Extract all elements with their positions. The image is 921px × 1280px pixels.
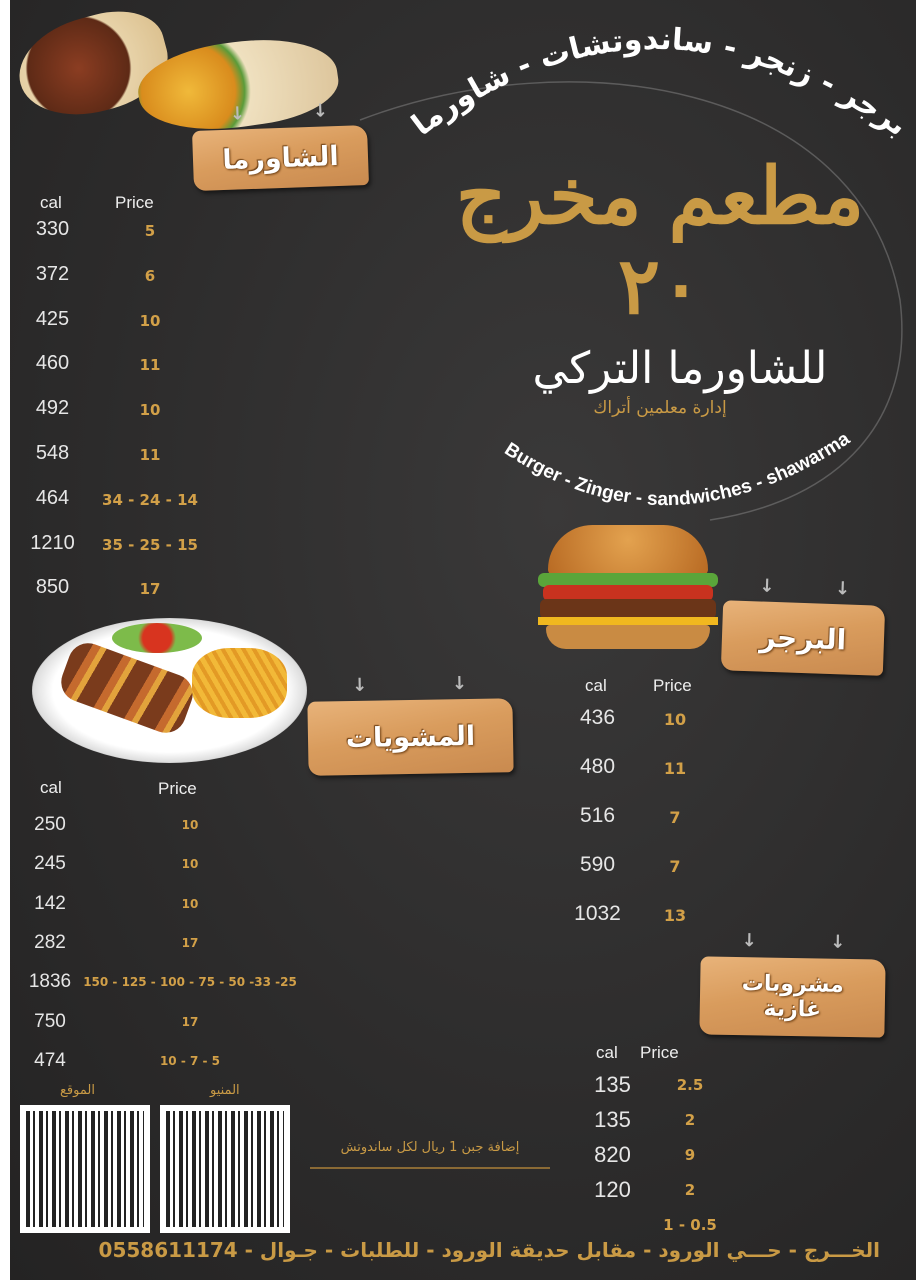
item-calories: 1836 <box>28 971 72 993</box>
item-price: 11 <box>663 759 687 778</box>
item-calories: 245 <box>34 853 66 875</box>
item-price: 34 - 24 - 14 <box>102 490 198 509</box>
item-calories: 1210 <box>30 531 75 554</box>
item-price: 11 <box>139 356 161 375</box>
item-calories: 548 <box>35 442 70 464</box>
item-calories: 120 <box>594 1177 631 1202</box>
item-calories: 282 <box>34 931 66 953</box>
item-calories: 436 <box>579 706 616 729</box>
cheese-addon-note: إضافة جبن 1 ريال لكل ساندوتش <box>310 1140 550 1169</box>
item-price: 10 <box>181 857 199 872</box>
item-calories: 750 <box>34 1010 66 1032</box>
item-calories: 1032 <box>574 902 621 925</box>
restaurant-name: مطعم مخرج ٢٠ <box>456 151 864 332</box>
grills-price-header: Price <box>158 779 197 798</box>
item-calories: 820 <box>594 1142 631 1167</box>
item-price: 11 <box>139 446 161 464</box>
item-price: 2 <box>684 1111 696 1129</box>
menu-poster <box>10 0 916 1280</box>
item-price: 9 <box>684 1146 696 1164</box>
item-calories: 250 <box>34 814 66 835</box>
drinks-price-header: Price <box>640 1043 679 1062</box>
item-calories: 464 <box>35 486 70 509</box>
grills-cal-header: cal <box>40 778 62 797</box>
menu-qr-code[interactable] <box>160 1105 290 1233</box>
shawarma-section-title: ↓ الشاورما ↓ <box>192 125 369 191</box>
footer-address-phone: الخـــرج - حـــي الورود - مقابل حديقة الورود - للطلبات - جـوال - 0558611174 <box>98 1238 880 1262</box>
item-price: 150 - 125 - 100 - 75 - 50 -33 -25 <box>83 975 297 990</box>
item-calories: 425 <box>35 307 70 330</box>
shawarma-cal-header: cal <box>40 193 62 212</box>
item-calories: 492 <box>35 397 70 420</box>
restaurant-subtitle: للشاورما التركي <box>532 343 828 394</box>
item-price: 10 - 7 - 5 <box>159 1053 221 1068</box>
item-price: 7 <box>669 808 681 827</box>
item-calories: 480 <box>579 755 616 778</box>
item-price: 6 <box>144 266 156 285</box>
location-qr-code[interactable] <box>20 1105 150 1233</box>
item-calories: 330 <box>35 218 70 240</box>
item-calories: 590 <box>579 853 616 876</box>
shawarma-price-header: Price <box>115 193 154 212</box>
item-price: 10 <box>663 710 687 729</box>
drinks-section-title: ↓ مشروبات غازية ↓ <box>699 956 885 1037</box>
item-calories: 460 <box>35 352 70 375</box>
grills-section-title: ↓ المشويات ↓ <box>307 698 513 776</box>
item-price: 10 <box>139 401 161 420</box>
drinks-cal-header: cal <box>596 1043 618 1062</box>
item-calories: 135 <box>594 1107 631 1132</box>
item-price: 2.5 <box>676 1076 704 1094</box>
arc-top-text: برجر - زنجر - ساندوتشات - شاورما <box>405 21 914 144</box>
item-price: 10 <box>139 311 161 330</box>
arc-bottom-text: Burger - Zinger - sandwiches - shawarma <box>500 428 854 511</box>
item-price: 13 <box>663 906 687 925</box>
burger-price-header: Price <box>653 676 692 695</box>
item-price: 5 <box>144 222 156 240</box>
item-price: 2 <box>684 1181 696 1199</box>
item-calories: 516 <box>579 804 616 827</box>
burger-image <box>528 525 728 655</box>
burger-section-title: ↓ البرجر ↓ <box>721 600 885 676</box>
item-price: 1 - 0.5 <box>663 1216 717 1234</box>
item-price: 17 <box>139 580 161 599</box>
burger-cal-header: cal <box>585 676 607 695</box>
item-calories: 135 <box>594 1072 631 1097</box>
grill-plate-image <box>32 618 307 763</box>
menu-qr-label: المنيو <box>210 1083 240 1098</box>
item-price: 10 <box>181 818 199 832</box>
item-calories: 850 <box>35 576 70 599</box>
shawarma-wrap-image <box>18 12 338 130</box>
item-calories: 142 <box>34 892 66 914</box>
item-price: 17 <box>181 935 199 950</box>
management-text: إدارة معلمين أتراك <box>593 398 727 418</box>
item-price: 17 <box>181 1014 199 1029</box>
item-calories: 372 <box>35 262 70 285</box>
location-qr-label: الموقع <box>60 1083 95 1098</box>
item-calories: 474 <box>34 1049 66 1071</box>
item-price: 10 <box>181 896 199 911</box>
item-price: 7 <box>669 857 681 876</box>
item-price: 35 - 25 - 15 <box>102 535 198 554</box>
